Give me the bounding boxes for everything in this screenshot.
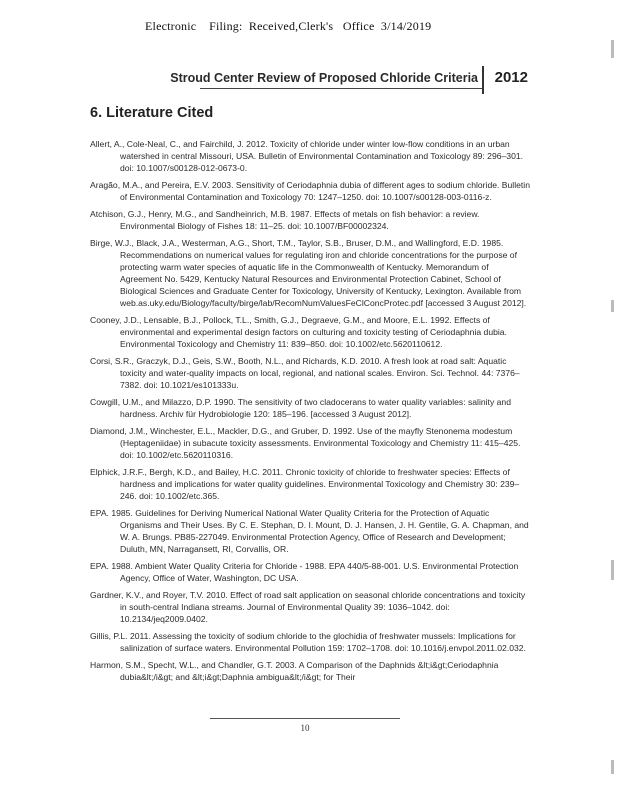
reference-entry: Allert, A., Cole-Neal, C., and Fairchild, J. 2012. Toxicity of chloride under winter low-flow conditions in an urban watershed in central Missouri, USA. Bulletin of Environmental Contamination and Toxicology 89: 296–301. doi: 10.1007/s00128-012-0673-0. (90, 139, 524, 173)
report-title: Stroud Center Review of Proposed Chloride Criteria (170, 71, 478, 85)
reference-entry: Atchison, G.J., Henry, M.G., and Sandheinrich, M.B. 1987. Effects of metals on fish behavior: a review. Environmental Biology of Fishes 18: 11–25. doi: 10.1007/BF00002324. (90, 209, 480, 231)
header-rule (200, 88, 484, 89)
references-list (90, 138, 530, 688)
reference-entry: Diamond, J.M., Winchester, E.L., Mackler, D.G., and Gruber, D. 1992. Use of the mayfly Stenonema modestum (Heptageniidae) in subacute toxicity assessments. Environmental Toxicology and Chemistry 11: 415–425. doi: 10.1002/etc.5620110316. (90, 426, 521, 460)
reference-entry: EPA. 1988. Ambient Water Quality Criteria for Chloride - 1988. EPA 440/5-88-001. U.S. Environmental Protection Agency, Office of Water, Washington, DC USA. (90, 561, 519, 583)
reference-entry: Gillis, P.L. 2011. Assessing the toxicity of sodium chloride to the glochidia of freshwater mussels: Implications for salinization of surface waters. Environmental Pollution 159: 1702–1708. doi: 10.1016/j.envpol.2011.02.032. (90, 631, 526, 653)
reference-entry: Harmon, S.M., Specht, W.L., and Chandler, G.T. 2003. A Comparison of the Daphnids &lt;i&gt;Ceriodaphnia dubia&lt;/i&gt; and &lt;i&gt;Daphnia ambigua&lt;/i&gt; for Their (90, 660, 499, 682)
report-header (170, 66, 528, 96)
scan-edge-mark (611, 300, 614, 312)
reference-entry: Corsi, S.R., Graczyk, D.J., Geis, S.W., Booth, N.L., and Richards, K.D. 2010. A fresh look at road salt: Aquatic toxicity and water-quality impacts on local, regional, and national scales. Environ. Sci. Technol. 44: 7376–7382. doi: 10.1021/es101333u. (90, 356, 520, 390)
reference-entry: Elphick, J.R.F., Bergh, K.D., and Bailey, H.C. 2011. Chronic toxicity of chloride to freshwater species: Effects of hardness and implications for water quality guidelines. Environmental Toxicology and Chemistry 30: 239–246. doi: 10.1002/etc.365. (90, 467, 520, 501)
reference-entry: EPA. 1985. Guidelines for Deriving Numerical National Water Quality Criteria for the Protection of Aquatic Organisms and Their Uses. By C. E. Stephan, D. I. Mount, D. J. Hansen, J. H. Gentile, G. A. Chapman, and W. A. Brungs. PB85-227049. Environmental Protection Agency, Office of Research and Development; Duluth, MN, Narragansett, RI, Corvallis, OR. (90, 508, 529, 554)
reference-entry: Birge, W.J., Black, J.A., Westerman, A.G., Short, T.M., Taylor, S.B., Bruser, D.M., and Wallingford, E.D. 1985. Recommendations on numerical values for regulating iron and chloride concentrations for the purpose of protecting warm water species of aquatic life in the Commonwealth of Kentucky. Memorandum of Agreement No. 5429, Kentucky Natural Resources and Environmental Protection Cabinet, School of Biological Sciences and Graduate Center for Toxicology, University of Kentucky, Lexington. Available from web.as.uky.edu/Biology/faculty/birge/lab/RecomNumValuesFeClConcProtec.pdf [accessed 3 August 2012]. (90, 238, 527, 308)
page-footer (200, 718, 410, 733)
reference-entry: Gardner, K.V., and Royer, T.V. 2010. Effect of road salt application on seasonal chloride concentrations and toxicity in south-central Indiana streams. Journal of Environmental Quality 39: 1036–1042. doi: 10.2134/jeq2009.0402. (90, 590, 526, 624)
year-divider (482, 66, 484, 94)
filing-header: Electronic Filing: Received,Clerk's Office 3/14/2019 (145, 19, 432, 33)
section-title: 6. Literature Cited (90, 105, 214, 121)
scan-edge-mark (611, 40, 614, 58)
reference-entry: Aragão, M.A., and Pereira, E.V. 2003. Sensitivity of Ceriodaphnia dubia of different ages to sodium chloride. Bulletin of Environmental Contamination and Toxicology 70: 1247–1250. doi: 10.1007/s00128-003-0116-z. (90, 180, 530, 202)
scan-edge-mark (611, 560, 614, 580)
report-year: 2012 (494, 69, 528, 86)
scan-edge-mark (611, 760, 614, 774)
reference-entry: Cowgill, U.M., and Milazzo, D.P. 1990. The sensitivity of two cladocerans to water quality variables: salinity and hardness. Archiv für Hydrobiologie 120: 185–196. [accessed 3 August 2012]. (90, 397, 511, 419)
footer-rule (210, 718, 400, 719)
page-number: 10 (300, 723, 310, 733)
reference-entry: Cooney, J.D., Lensable, B.J., Pollock, T.L., Smith, G.J., Degraeve, G.M., and Moore, E.L. 1992. Effects of environmental and experimental design factors on culturing and toxicity testing of Ceriodaphnia dubia. Environmental Toxicology and Chemistry 11: 839–850. doi: 10.1002/etc.5620110612. (90, 315, 507, 349)
